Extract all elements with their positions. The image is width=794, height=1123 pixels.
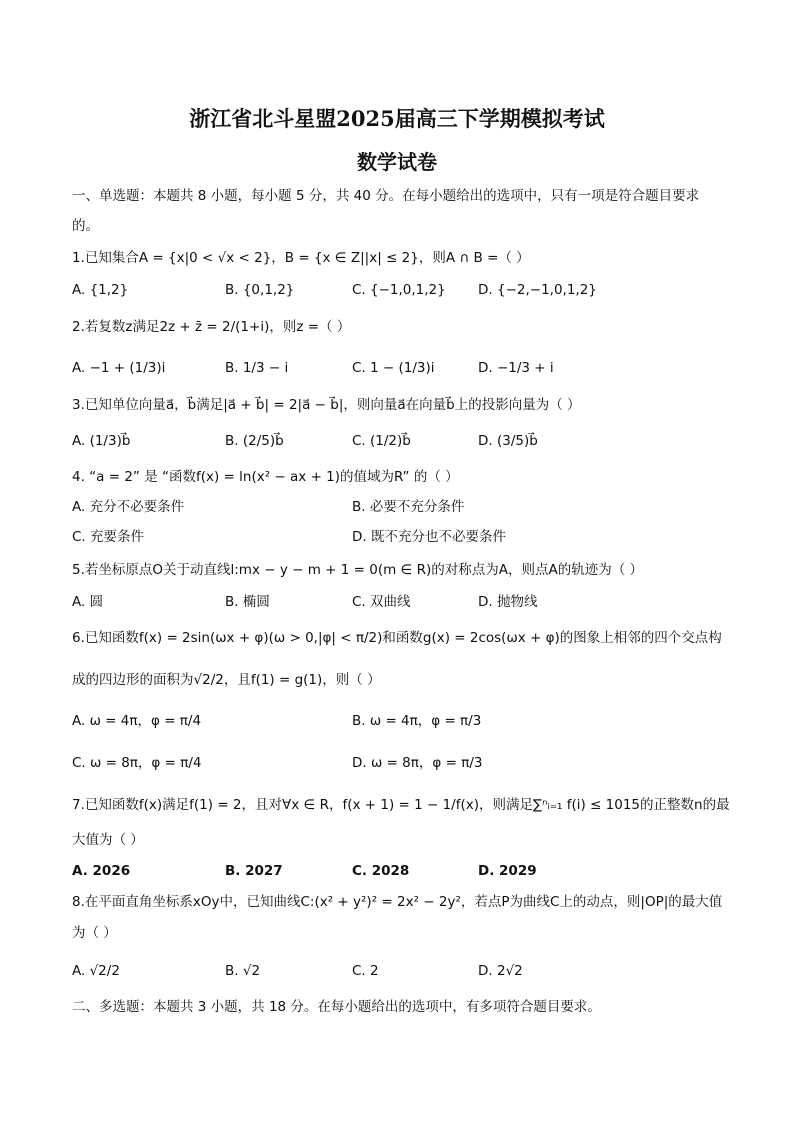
- section-2-heading: 二、多选题：本题共 3 小题，共 18 分。在每小题给出的选项中，有多项符合题目要求。: [72, 999, 601, 1015]
- q4-option-d: D. 既不充分也不必要条件: [352, 529, 506, 545]
- q5-option-b: B. 椭圆: [225, 594, 270, 610]
- question-1-stem: 1.已知集合A = {x|0 < √x < 2}，B = {x ∈ Z||x| ≤ 2}，则A ∩ B =（ ）: [72, 250, 530, 266]
- question-6-stem: 6.已知函数f(x) = 2sin(ωx + φ)(ω > 0,|φ| < π/2)和函数g(x) = 2cos(ωx + φ)的图象上相邻的四个交点构: [72, 630, 722, 646]
- q4-option-b: B. 必要不充分条件: [352, 499, 465, 515]
- q1-option-b: B. {0,1,2}: [225, 282, 295, 298]
- section-1-heading: 一、单选题：本题共 8 小题，每小题 5 分，共 40 分。在每小题给出的选项中，只有一项是符合题目要求: [72, 188, 700, 204]
- question-8-stem: 8.在平面直角坐标系xOy中，已知曲线C:(x² + y²)² = 2x² − 2y²，若点P为曲线C上的动点，则|OP|的最大值: [72, 894, 723, 910]
- q8-option-b: B. √2: [225, 963, 261, 979]
- q8-option-a: A. √2/2: [72, 963, 120, 979]
- q2-option-d: D. −1/3 + i: [478, 360, 554, 376]
- q1-option-c: C. {−1,0,1,2}: [352, 282, 446, 298]
- q3-option-b: B. (2/5)b⃗: [225, 433, 284, 449]
- section-1-heading-cont: 的。: [72, 218, 99, 234]
- q7-option-b: B. 2027: [225, 863, 283, 879]
- q2-option-b: B. 1/3 − i: [225, 360, 289, 376]
- question-7-stem: 7.已知函数f(x)满足f(1) = 2，且对∀x ∈ R，f(x + 1) = 1 − 1/f(x)，则满足∑ⁿᵢ₌₁ f(i) ≤ 1015的正整数n的最: [72, 797, 730, 813]
- question-8-stem-cont: 为（ ）: [72, 925, 117, 941]
- question-7-stem-cont: 大值为（ ）: [72, 832, 144, 848]
- q7-option-a: A. 2026: [72, 863, 131, 879]
- exam-subtitle: 数学试卷: [357, 150, 437, 174]
- question-3-stem: 3.已知单位向量a⃗，b⃗满足|a⃗ + b⃗| = 2|a⃗ − b⃗|，则向量a⃗在向量b⃗上的投影向量为（ ）: [72, 397, 581, 413]
- question-6-stem-cont: 成的四边形的面积为√2/2，且f(1) = g(1)，则（ ）: [72, 672, 381, 688]
- q8-option-c: C. 2: [352, 963, 379, 979]
- q2-option-c: C. 1 − (1/3)i: [352, 360, 435, 376]
- q5-option-c: C. 双曲线: [352, 594, 411, 610]
- question-2-stem: 2.若复数z满足2z + z̄ = 2/(1+i)，则z =（ ）: [72, 319, 351, 335]
- q4-option-a: A. 充分不必要条件: [72, 499, 185, 515]
- q3-option-c: C. (1/2)b⃗: [352, 433, 411, 449]
- q3-option-a: A. (1/3)b⃗: [72, 433, 131, 449]
- q1-option-a: A. {1,2}: [72, 282, 129, 298]
- q8-option-d: D. 2√2: [478, 963, 523, 979]
- q4-option-c: C. 充要条件: [72, 529, 145, 545]
- q6-option-c: C. ω = 8π，φ = π/4: [72, 755, 202, 771]
- q1-option-d: D. {−2,−1,0,1,2}: [478, 282, 597, 298]
- q2-option-a: A. −1 + (1/3)i: [72, 360, 166, 376]
- q6-option-a: A. ω = 4π，φ = π/4: [72, 713, 202, 729]
- q6-option-b: B. ω = 4π，φ = π/3: [352, 713, 482, 729]
- question-4-stem: 4. “a = 2” 是 “函数f(x) = ln(x² − ax + 1)的值域为R” 的（ ）: [72, 469, 459, 485]
- q6-option-d: D. ω = 8π，φ = π/3: [352, 755, 483, 771]
- q7-option-d: D. 2029: [478, 863, 537, 879]
- exam-title: 浙江省北斗星盟2025届高三下学期模拟考试: [189, 106, 605, 131]
- q3-option-d: D. (3/5)b⃗: [478, 433, 538, 449]
- question-5-stem: 5.若坐标原点O关于动直线l:mx − y − m + 1 = 0(m ∈ R)的对称点为A，则点A的轨迹为（ ）: [72, 562, 644, 578]
- q5-option-a: A. 圆: [72, 594, 104, 610]
- q5-option-d: D. 抛物线: [478, 594, 538, 610]
- q7-option-c: C. 2028: [352, 863, 410, 879]
